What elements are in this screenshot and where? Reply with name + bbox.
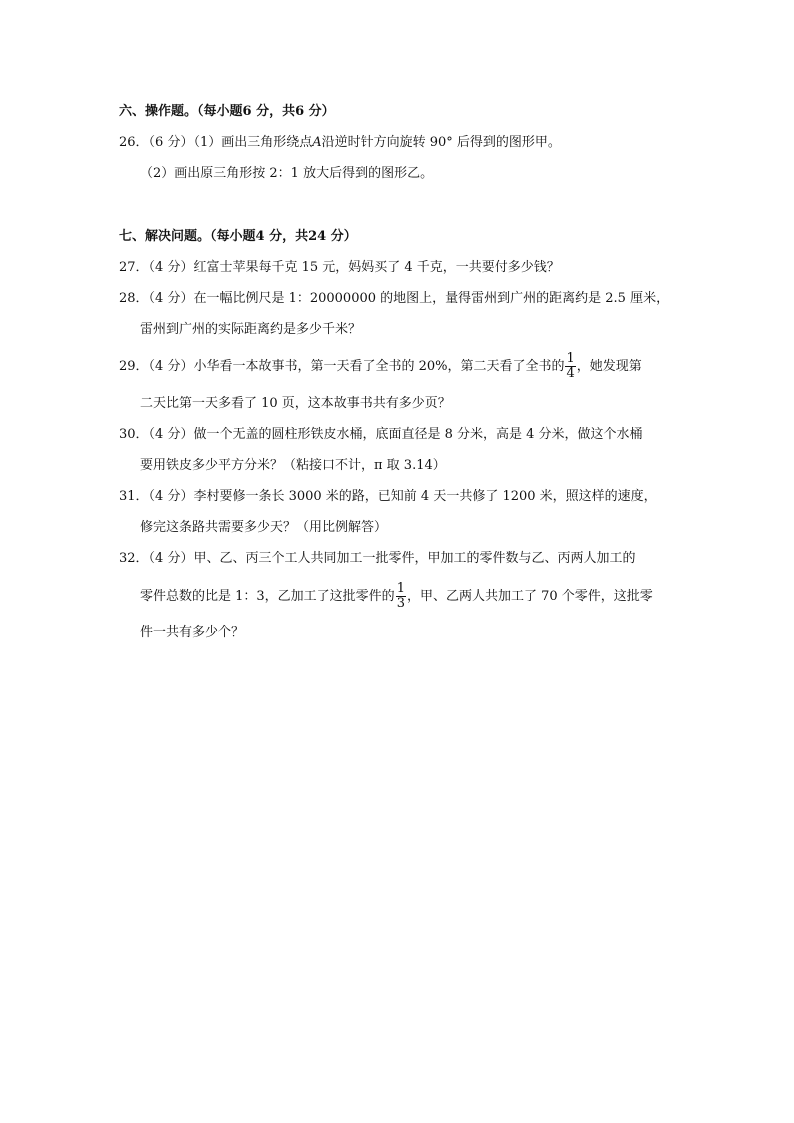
question-26-text-b: 沿逆时针方向旋转 90° 后得到的图形甲。 bbox=[321, 135, 561, 150]
fraction-denominator: 4 bbox=[566, 366, 575, 381]
question-32-line-3: 件一共有多少个？ bbox=[140, 625, 245, 640]
section-7-heading: 七、解决问题。（每小题4 分，共24 分） bbox=[119, 229, 357, 244]
fraction-one-quarter bbox=[565, 352, 575, 381]
question-26-line-2: （2）画出原三角形按 2：1 放大后得到的图形乙。 bbox=[140, 166, 434, 181]
question-30-line-2: 要用铁皮多少平方分米？（粘接口不计，π 取 3.14） bbox=[140, 458, 446, 473]
question-32-text-b: ，甲、乙两人共加工了 70 个零件，这批零 bbox=[406, 589, 653, 604]
question-30-line-1: 30．（4 分）做一个无盖的圆柱形铁皮水桶，底面直径是 8 分米，高是 4 分米，做这个水桶 bbox=[119, 427, 643, 442]
fraction-denominator: 3 bbox=[396, 596, 405, 611]
question-32-line-2 bbox=[140, 582, 653, 612]
question-31-line-1: 31．（4 分）李村要修一条长 3000 米的路，已知前 4 天一共修了 1200 米，照这样的速度， bbox=[119, 489, 657, 504]
question-29-text-b: ，她发现第 bbox=[576, 359, 642, 374]
question-26-line-1 bbox=[119, 134, 561, 152]
question-32-line-1: 32．（4 分）甲、乙、丙三个工人共同加工一批零件，甲加工的零件数与乙、丙两人加工的 bbox=[119, 551, 636, 566]
fraction-numerator: 1 bbox=[396, 581, 405, 596]
question-28-line-2: 雷州到广州的实际距离约是多少千米？ bbox=[140, 322, 362, 337]
question-28-line-1: 28．（4 分）在一幅比例尺是 1：20000000 的地图上，量得雷州到广州的距离约是 2.5 厘米， bbox=[119, 291, 670, 306]
fraction-numerator: 1 bbox=[566, 351, 575, 366]
question-31-line-2: 修完这条路共需要多少天？（用比例解答） bbox=[140, 520, 388, 535]
question-32-text-a: 零件总数的比是 1：3，乙加工了这批零件的 bbox=[140, 589, 395, 604]
question-29-line-2: 二天比第一天多看了 10 页，这本故事书共有多少页？ bbox=[140, 396, 451, 411]
question-29-text-a: 29．（4 分）小华看一本故事书，第一天看了全书的 20%，第二天看了全书的 bbox=[119, 359, 565, 374]
question-26-text-a: 26．（6 分）（1）画出三角形绕点 bbox=[119, 135, 313, 150]
question-27: 27．（4 分）红富士苹果每千克 15 元，妈妈买了 4 千克，一共要付多少钱？ bbox=[119, 260, 560, 275]
fraction-one-third bbox=[396, 582, 406, 611]
section-6-heading: 六、操作题。（每小题6 分，共6 分） bbox=[119, 104, 335, 119]
point-a-label: A bbox=[312, 135, 322, 150]
question-29-line-1 bbox=[119, 352, 642, 382]
